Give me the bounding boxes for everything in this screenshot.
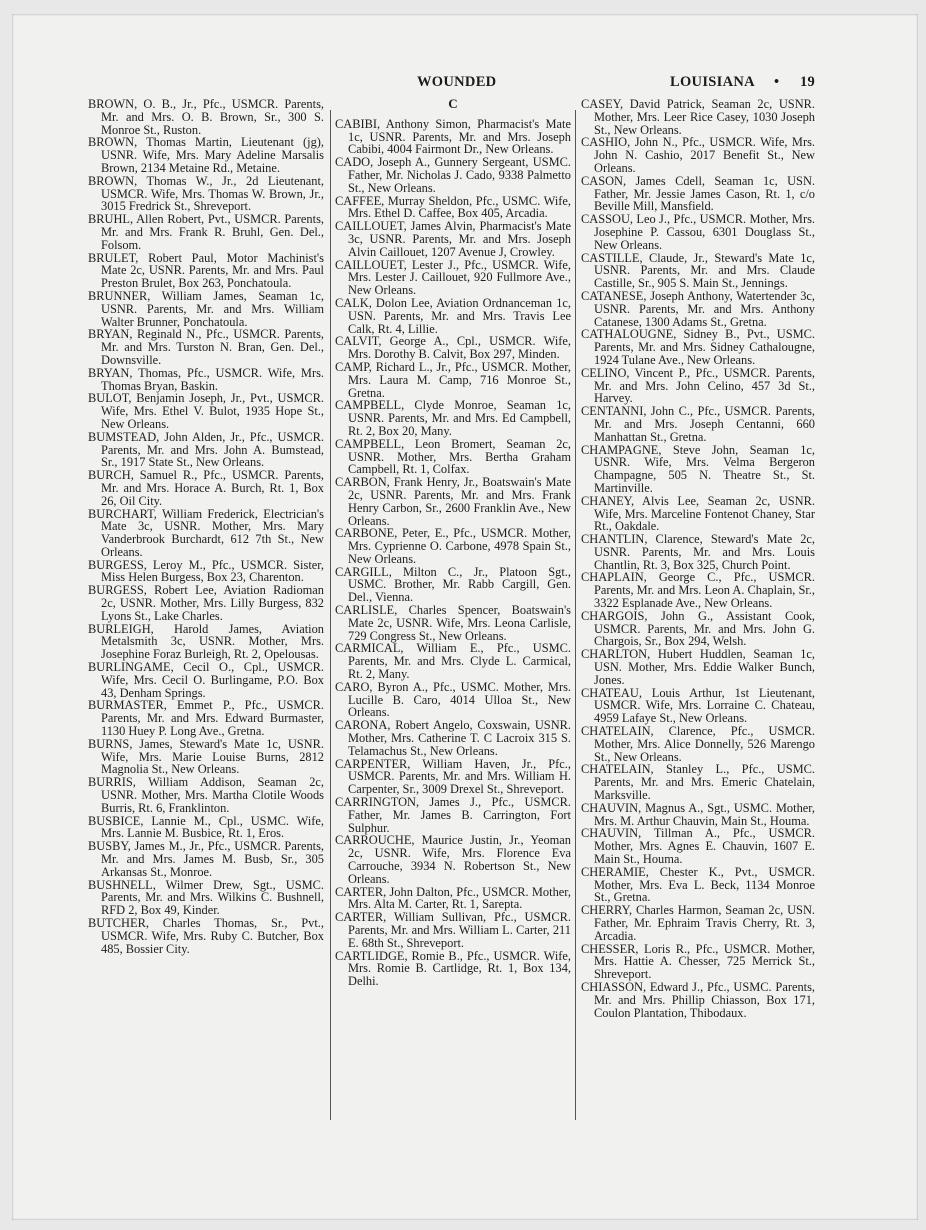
casualty-entry: CAFFEE, Murray Sheldon, Pfc., USMC. Wife, Mrs. Ethel D. Caffee, Box 405, Arcadia.	[335, 193, 571, 221]
casualty-entry: BRUHL, Allen Robert, Pvt., USMCR. Parents, Mr. and Mrs. Frank R. Bruhl, Gen. Del., Folsom.	[88, 212, 324, 252]
casualty-entry: CABIBI, Anthony Simon, Pharmacist's Mate 1c, USNR. Parents, Mr. and Mrs. Joseph Cabibi, 4004 Fairmont Dr., New Orleans.	[335, 116, 571, 157]
casualty-entry: CHARGOIS, John G., Assistant Cook, USMCR. Parents, Mr. and Mrs. John G. Chargois, Sr., Box 294, Welsh.	[581, 608, 815, 649]
casualty-entry: CAMP, Richard L., Jr., Pfc., USMCR. Mother, Mrs. Laura M. Camp, 716 Monroe St., Gretna.	[335, 359, 571, 400]
casualty-entry: CASON, James Cdell, Seaman 1c, USN. Father, Mr. Jessie James Cason, Rt. 1, c/o Beville Mill, Mansfield.	[581, 173, 815, 214]
casualty-entry: CHAUVIN, Tillman A., Pfc., USMCR. Mother, Mrs. Agnes E. Chauvin, 1607 E. Main St., Houma.	[581, 826, 815, 867]
casualty-entry: CHATELAIN, Clarence, Pfc., USMCR. Mother, Mrs. Alice Donnelly, 526 Marengo St., New Orleans.	[581, 724, 815, 764]
casualty-entry: CELINO, Vincent P., Pfc., USMCR. Parents, Mr. and Mrs. John Celino, 457 3d St., Harvey.	[581, 365, 815, 406]
casualty-entry: CATHALOUGNE, Sidney B., Pvt., USMC. Parents, Mr. and Mrs. Sidney Cathalougne, 1924 Tulane Ave., New Orleans.	[581, 327, 815, 367]
casualty-entry: BUSHNELL, Wilmer Drew, Sgt., USMC. Parents, Mr. and Mrs. Wilkins C. Bushnell, RFD 2, Box 49, Kinder.	[88, 877, 324, 918]
column-1	[88, 98, 324, 955]
casualty-entry: CHIASSON, Edward J., Pfc., USMC. Parents, Mr. and Mrs. Phillip Chiasson, Box 171, Coulon Plantation, Thibodaux.	[581, 979, 815, 1020]
casualty-entry: BUMSTEAD, John Alden, Jr., Pfc., USMCR. Parents, Mr. and Mrs. John A. Bumstead, Sr., 1917 State St., New Orleans.	[88, 429, 324, 470]
casualty-entry: CHAMPAGNE, Steve John, Seaman 1c, USNR. Wife, Mrs. Velma Bergeron Champagne, 505 N. Theatre St., St. Martinville.	[581, 442, 815, 495]
casualty-entry: CARTER, William Sullivan, Pfc., USMCR. Parents, Mr. and Mrs. William L. Carter, 211 E. 68th St., Shreveport.	[335, 910, 571, 950]
casualty-entry: CHERAMIE, Chester K., Pvt., USMCR. Mother, Mrs. Eva L. Beck, 1134 Monroe St., Gretna.	[581, 864, 815, 905]
casualty-entry: BURLEIGH, Harold James, Aviation Metalsmith 3c, USNR. Mother, Mrs. Josephine Foraz Burleigh, Rt. 2, Opelousas.	[88, 621, 324, 662]
casualty-entry: BUSBICE, Lannie M., Cpl., USMC. Wife, Mrs. Lannie M. Busbice, Rt. 1, Eros.	[88, 813, 324, 841]
casualty-entry: CASEY, David Patrick, Seaman 2c, USNR. Mother, Mrs. Leer Rice Casey, 1030 Joseph St., New Orleans.	[581, 97, 815, 137]
casualty-entry: CARTLIDGE, Romie B., Pfc., USMCR. Wife, Mrs. Romie B. Cartlidge, Rt. 1, Box 134, Delhi.	[335, 948, 571, 989]
section-letter: C	[448, 96, 458, 111]
casualty-entry: BULOT, Benjamin Joseph, Jr., Pvt., USMCR. Wife, Mrs. Ethel V. Bulot, 1935 Hope St., New Orleans.	[88, 391, 324, 431]
casualty-entry: CARO, Byron A., Pfc., USMC. Mother, Mrs. Lucille B. Caro, 4014 Ulloa St., New Orleans.	[335, 679, 571, 720]
casualty-entry: BRYAN, Reginald N., Pfc., USMCR. Parents, Mr. and Mrs. Turston N. Bran, Gen. Del., Downsville.	[88, 327, 324, 367]
casualty-entry: CARONA, Robert Angelo, Coxswain, USNR. Mother, Mrs. Catherine T. C Lacroix 315 S. Telamachus St., New Orleans.	[335, 718, 571, 758]
casualty-entry: BRYAN, Thomas, Pfc., USMCR. Wife, Mrs. Thomas Bryan, Baskin.	[88, 365, 324, 393]
column-divider	[330, 110, 331, 1120]
casualty-entry: CALK, Dolon Lee, Aviation Ordnanceman 1c, USN. Parents, Mr. and Mrs. Travis Lee Calk, Rt. 4, Lillie.	[335, 295, 571, 336]
casualty-entry: CHERRY, Charles Harmon, Seaman 2c, USN. Father, Mr. Ephraim Travis Cherry, Rt. 3, Arcadia.	[581, 903, 815, 943]
casualty-entry: BUSBY, James M., Jr., Pfc., USMCR. Parents, Mr. and Mrs. James M. Busb, Sr., 305 Arkansas St., Monroe.	[88, 839, 324, 879]
casualty-entry: CARGILL, Milton C., Jr., Platoon Sgt., USMC. Brother, Mr. Rabb Cargill, Gen. Del., Vienna.	[335, 564, 571, 605]
state-title: LOUISIANA	[670, 74, 755, 90]
casualty-entry: CAMPBELL, Clyde Monroe, Seaman 1c, USNR. Parents, Mr. and Mrs. Ed Campbell, Rt. 2, Box 20, Many.	[335, 398, 571, 438]
casualty-entry: BROWN, Thomas W., Jr., 2d Lieutenant, USMCR. Wife, Mrs. Thomas W. Brown, Jr., 3015 Fredrick St., Shreveport.	[88, 173, 324, 214]
casualty-entry: CHAPLAIN, George C., Pfc., USMCR. Parents, Mr. and Mrs. Leon A. Chaplain, Sr., 3322 Esplanade Ave., New Orleans.	[581, 570, 815, 611]
casualty-entry: BURGESS, Leroy M., Pfc., USMCR. Sister, Miss Helen Burgess, Box 23, Charenton.	[88, 557, 324, 585]
page-number: 19	[800, 74, 816, 90]
casualty-entry: CARBONE, Peter, E., Pfc., USMCR. Mother, Mrs. Cyprienne O. Carbone, 4978 Spain St., New Orleans.	[335, 526, 571, 566]
casualty-entry: CHAUVIN, Magnus A., Sgt., USMC. Mother, Mrs. M. Arthur Chauvin, Main St., Houma.	[581, 800, 815, 828]
casualty-entry: CHESSER, Loris R., Pfc., USMCR. Mother, Mrs. Hattie A. Chesser, 725 Merrick St., Shreveport.	[581, 941, 815, 982]
header-bullet: •	[774, 74, 780, 90]
casualty-entry: CHANTLIN, Clarence, Steward's Mate 2c, USNR. Parents, Mr. and Mrs. Louis Chantlin, Rt. 3, Box 325, Church Point.	[581, 532, 815, 572]
casualty-entry: CHATELAIN, Stanley L., Pfc., USMC. Parents, Mr. and Mrs. Emeric Chatelain, Marksville.	[581, 762, 815, 803]
casualty-entry: CAMPBELL, Leon Bromert, Seaman 2c, USNR. Mother, Mrs. Bertha Graham Campbell, Rt. 1, Colfax.	[335, 436, 571, 477]
casualty-entry: CADO, Joseph A., Gunnery Sergeant, USMC. Father, Mr. Nicholas J. Cado, 9338 Palmetto St., New Orleans.	[335, 155, 571, 195]
casualty-entry: CAILLOUET, James Alvin, Pharmacist's Mate 3c, USNR. Parents, Mr. and Mrs. Joseph Alvin Caillouet, 1207 Avenue J, Crowley.	[335, 219, 571, 259]
casualty-entry: CARRINGTON, James J., Pfc., USMCR. Father, Mr. James B. Carrington, Fort Sulphur.	[335, 795, 571, 835]
casualty-entry: CHANEY, Alvis Lee, Seaman 2c, USNR. Wife, Mrs. Marceline Fontenot Chaney, Star Rt., Oakdale.	[581, 493, 815, 534]
casualty-entry: BURMASTER, Emmet P., Pfc., USMCR. Parents, Mr. and Mrs. Edward Burmaster, 1130 Huey P. Long Ave., Gretna.	[88, 698, 324, 739]
casualty-entry: CENTANNI, John C., Pfc., USMCR. Parents, Mr. and Mrs. Joseph Centanni, 660 Manhattan St., Gretna.	[581, 404, 815, 444]
casualty-entry: CALVIT, George A., Cpl., USMCR. Wife, Mrs. Dorothy B. Calvit, Box 297, Minden.	[335, 334, 571, 362]
column-2	[335, 98, 571, 988]
casualty-entry: CAILLOUET, Lester J., Pfc., USMCR. Wife, Mrs. Lester J. Caillouet, 920 Fullmore Ave., New Orleans.	[335, 257, 571, 298]
column-3	[581, 98, 815, 1019]
casualty-entry: CARMICAL, William E., Pfc., USMC. Parents, Mr. and Mrs. Clyde L. Carmical, Rt. 2, Many.	[335, 641, 571, 682]
casualty-entry: CARPENTER, William Haven, Jr., Pfc., USMCR. Parents, Mr. and Mrs. William H. Carpenter, Sr., 3009 Drexel St., Shreveport.	[335, 756, 571, 797]
casualty-entry: BURCHART, William Frederick, Electrician's Mate 3c, USNR. Mother, Mrs. Mary Vanderbrook Burchardt, 612 7th St., New Orleans.	[88, 506, 324, 559]
casualty-entry: BURRIS, William Addison, Seaman 2c, USNR. Mother, Mrs. Martha Clotile Woods Burris, Rt. 6, Franklinton.	[88, 775, 324, 815]
casualty-entry: BRUNNER, William James, Seaman 1c, USNR. Parents, Mr. and Mrs. William Walter Brunner, Ponchatoula.	[88, 288, 324, 329]
casualty-entry: CATANESE, Joseph Anthony, Watertender 3c, USNR. Parents, Mr. and Mrs. Anthony Catanese, 1300 Adams St., Gretna.	[581, 288, 815, 329]
casualty-entry: BURLINGAME, Cecil O., Cpl., USMCR. Wife, Mrs. Cecil O. Burlingame, P.O. Box 43, Denham Springs.	[88, 660, 324, 700]
column-divider	[575, 110, 576, 1120]
casualty-entry: CARLISLE, Charles Spencer, Boatswain's Mate 2c, USNR. Wife, Mrs. Leona Carlisle, 729 Congress St., New Orleans.	[335, 603, 571, 643]
section-title: WOUNDED	[417, 74, 497, 90]
casualty-entry: CASSOU, Leo J., Pfc., USMCR. Mother, Mrs. Josephine P. Cassou, 6301 Douglass St., New Orleans.	[581, 212, 815, 252]
casualty-entry: BROWN, Thomas Martin, Lieutenant (jg), USNR. Wife, Mrs. Mary Adeline Marsalis Brown, 2134 Metaine Rd., Metaine.	[88, 135, 324, 175]
casualty-entry: CARBON, Frank Henry, Jr., Boatswain's Mate 2c, USNR. Parents, Mr. and Mrs. Frank Henry Carbon, Sr., 2600 Franklin Ave., New Orleans.	[335, 475, 571, 528]
casualty-entry: CHATEAU, Louis Arthur, 1st Lieutenant, USMCR. Wife, Mrs. Lorraine C. Chateau, 4959 Lafaye St., New Orleans.	[581, 685, 815, 726]
casualty-entry: CARTER, John Dalton, Pfc., USMCR. Mother, Mrs. Alta M. Carter, Rt. 1, Sarepta.	[335, 884, 571, 912]
casualty-entry: BROWN, O. B., Jr., Pfc., USMCR. Parents, Mr. and Mrs. O. B. Brown, Sr., 300 S. Monroe St., Ruston.	[88, 97, 324, 137]
document-page	[12, 14, 918, 1220]
casualty-entry: BURNS, James, Steward's Mate 1c, USNR. Wife, Mrs. Marie Louise Burns, 2812 Magnolia St., New Orleans.	[88, 736, 324, 777]
casualty-entry: CASTILLE, Claude, Jr., Steward's Mate 1c, USNR. Parents, Mr. and Mrs. Claude Castille, Sr., 905 S. Main St., Jennings.	[581, 250, 815, 291]
casualty-entry: CHARLTON, Hubert Huddlen, Seaman 1c, USN. Mother, Mrs. Eddie Walker Bunch, Jones.	[581, 647, 815, 687]
casualty-entry: CASHIO, John N., Pfc., USMCR. Wife, Mrs. John N. Cashio, 2017 Benefit St., New Orleans.	[581, 135, 815, 175]
casualty-entry: BUTCHER, Charles Thomas, Sr., Pvt., USMCR. Wife, Mrs. Ruby C. Butcher, Box 485, Bossier City.	[88, 916, 324, 956]
casualty-entry: BURCH, Samuel R., Pfc., USMCR. Parents, Mr. and Mrs. Horace A. Burch, Rt. 1, Box 26, Oil City.	[88, 468, 324, 508]
page-header	[12, 74, 918, 94]
casualty-entry: BURGESS, Robert Lee, Aviation Radioman 2c, USNR. Mother, Mrs. Lilly Burgess, 832 Lyons St., Lake Charles.	[88, 583, 324, 623]
casualty-entry: BRULET, Robert Paul, Motor Machinist's Mate 2c, USNR. Parents, Mr. and Mrs. Paul Preston Brulet, Box 263, Ponchatoula.	[88, 250, 324, 291]
casualty-entry: CARROUCHE, Maurice Justin, Jr., Yeoman 2c, USNR. Wife, Mrs. Florence Eva Carrouche, 3934 N. Robertson St., New Orleans.	[335, 833, 571, 886]
